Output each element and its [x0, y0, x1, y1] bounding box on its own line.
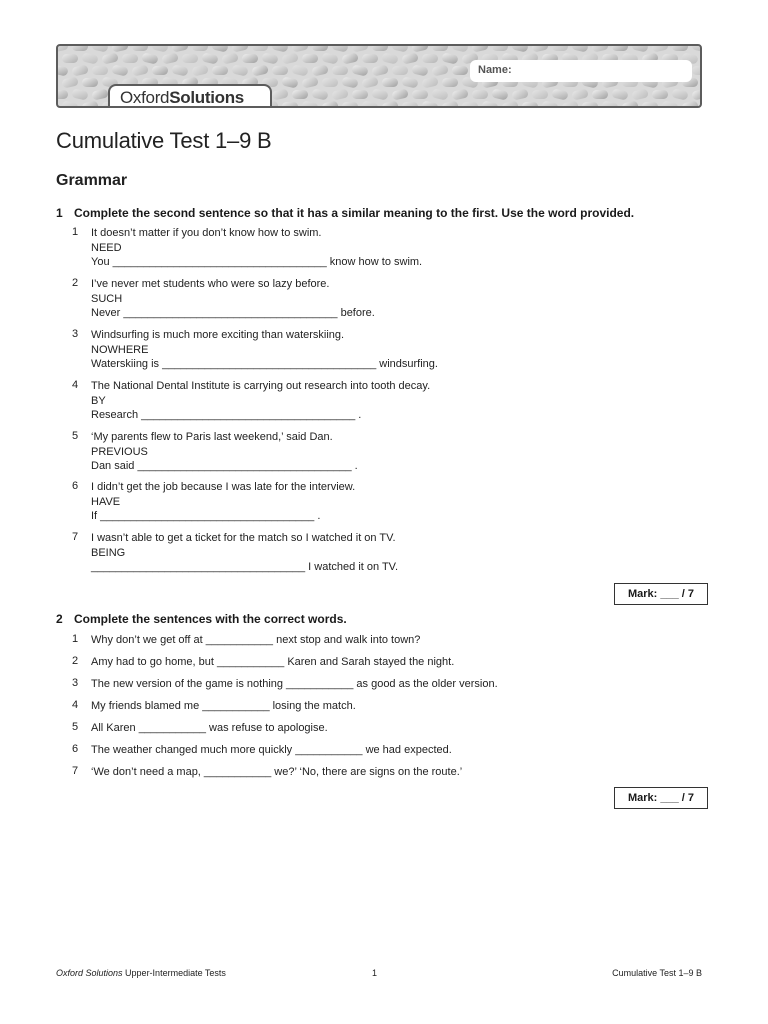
- item-number: 5: [72, 721, 79, 733]
- item-number: 1: [72, 226, 79, 238]
- key-word: PREVIOUS: [91, 445, 148, 458]
- item-number: 7: [72, 765, 79, 777]
- answer-line[interactable]: ___________________________________ I watched it on TV.: [91, 561, 399, 573]
- section-heading: Grammar: [56, 172, 128, 189]
- gap-fill-sentence[interactable]: My friends blamed me ___________ losing the match.: [91, 700, 356, 712]
- key-word: BEING: [91, 546, 126, 559]
- name-label: Name:: [478, 64, 512, 76]
- logo-word-solutions: Solutions: [169, 88, 244, 107]
- exercise-number: 2: [56, 612, 63, 626]
- prompt-sentence: Windsurfing is much more exciting than waterskiing.: [91, 329, 345, 341]
- gap-fill-sentence[interactable]: ‘We don’t need a map, ___________ we?’ ‘No, there are signs on the route.’: [91, 766, 463, 778]
- mark-box-2: Mark: ___ / 7: [614, 787, 708, 809]
- key-word: SUCH: [91, 292, 123, 305]
- key-word: NOWHERE: [91, 343, 149, 356]
- answer-line[interactable]: Never ___________________________________ before.: [91, 307, 375, 319]
- item-number: 5: [72, 430, 79, 442]
- logo: [108, 84, 272, 108]
- exercise-number: 1: [56, 206, 63, 220]
- footer-test-title: Cumulative Test 1–9 B: [612, 968, 702, 978]
- item-number: 4: [72, 699, 79, 711]
- answer-line[interactable]: If ___________________________________ .: [91, 510, 321, 522]
- answer-line[interactable]: Waterskiing is ___________________________________ windsurfing.: [91, 358, 438, 370]
- item-number: 4: [72, 379, 79, 391]
- gap-fill-sentence[interactable]: All Karen ___________ was refuse to apologise.: [91, 722, 328, 734]
- exercise-instruction: Complete the sentences with the correct words.: [74, 612, 347, 626]
- prompt-sentence: The National Dental Institute is carrying out research into tooth decay.: [91, 380, 431, 392]
- logo-word-oxford: Oxford: [120, 88, 170, 107]
- footer-book-title: [56, 968, 226, 978]
- exercise-instruction: Complete the second sentence so that it has a similar meaning to the first. Use the word provided.: [74, 206, 635, 220]
- item-number: 2: [72, 655, 79, 667]
- item-number: 6: [72, 743, 79, 755]
- page-title: Cumulative Test 1–9 B: [56, 128, 272, 153]
- answer-line[interactable]: Dan said ___________________________________ .: [91, 460, 358, 472]
- key-word: NEED: [91, 241, 122, 254]
- prompt-sentence: It doesn’t matter if you don’t know how to swim.: [91, 227, 322, 239]
- page-number: 1: [372, 968, 378, 978]
- item-number: 2: [72, 277, 79, 289]
- gap-fill-sentence[interactable]: The weather changed much more quickly ___________ we had expected.: [91, 744, 452, 756]
- item-number: 1: [72, 633, 79, 645]
- prompt-sentence: I didn’t get the job because I was late for the interview.: [91, 481, 356, 493]
- footer-series: Oxford Solutions: [56, 968, 123, 978]
- gap-fill-sentence[interactable]: Amy had to go home, but ___________ Karen and Sarah stayed the night.: [91, 656, 455, 668]
- answer-line[interactable]: You ___________________________________ know how to swim.: [91, 256, 423, 268]
- prompt-sentence: I’ve never met students who were so lazy before.: [91, 278, 330, 290]
- footer-level: Upper-Intermediate Tests: [122, 968, 226, 978]
- item-number: 3: [72, 677, 79, 689]
- key-word: HAVE: [91, 495, 121, 508]
- mark-box-1: Mark: ___ / 7: [614, 583, 708, 605]
- item-number: 3: [72, 328, 79, 340]
- gap-fill-sentence[interactable]: Why don’t we get off at ___________ next stop and walk into town?: [91, 634, 421, 646]
- key-word: BY: [91, 394, 106, 407]
- item-number: 7: [72, 531, 79, 543]
- gap-fill-sentence[interactable]: The new version of the game is nothing ___________ as good as the older version.: [91, 678, 498, 690]
- prompt-sentence: I wasn’t able to get a ticket for the match so I watched it on TV.: [91, 532, 396, 544]
- answer-line[interactable]: Research ___________________________________ .: [91, 409, 362, 421]
- prompt-sentence: ‘My parents flew to Paris last weekend,’ said Dan.: [91, 431, 333, 443]
- item-number: 6: [72, 480, 79, 492]
- header-banner: [56, 44, 702, 108]
- name-field[interactable]: [470, 60, 692, 82]
